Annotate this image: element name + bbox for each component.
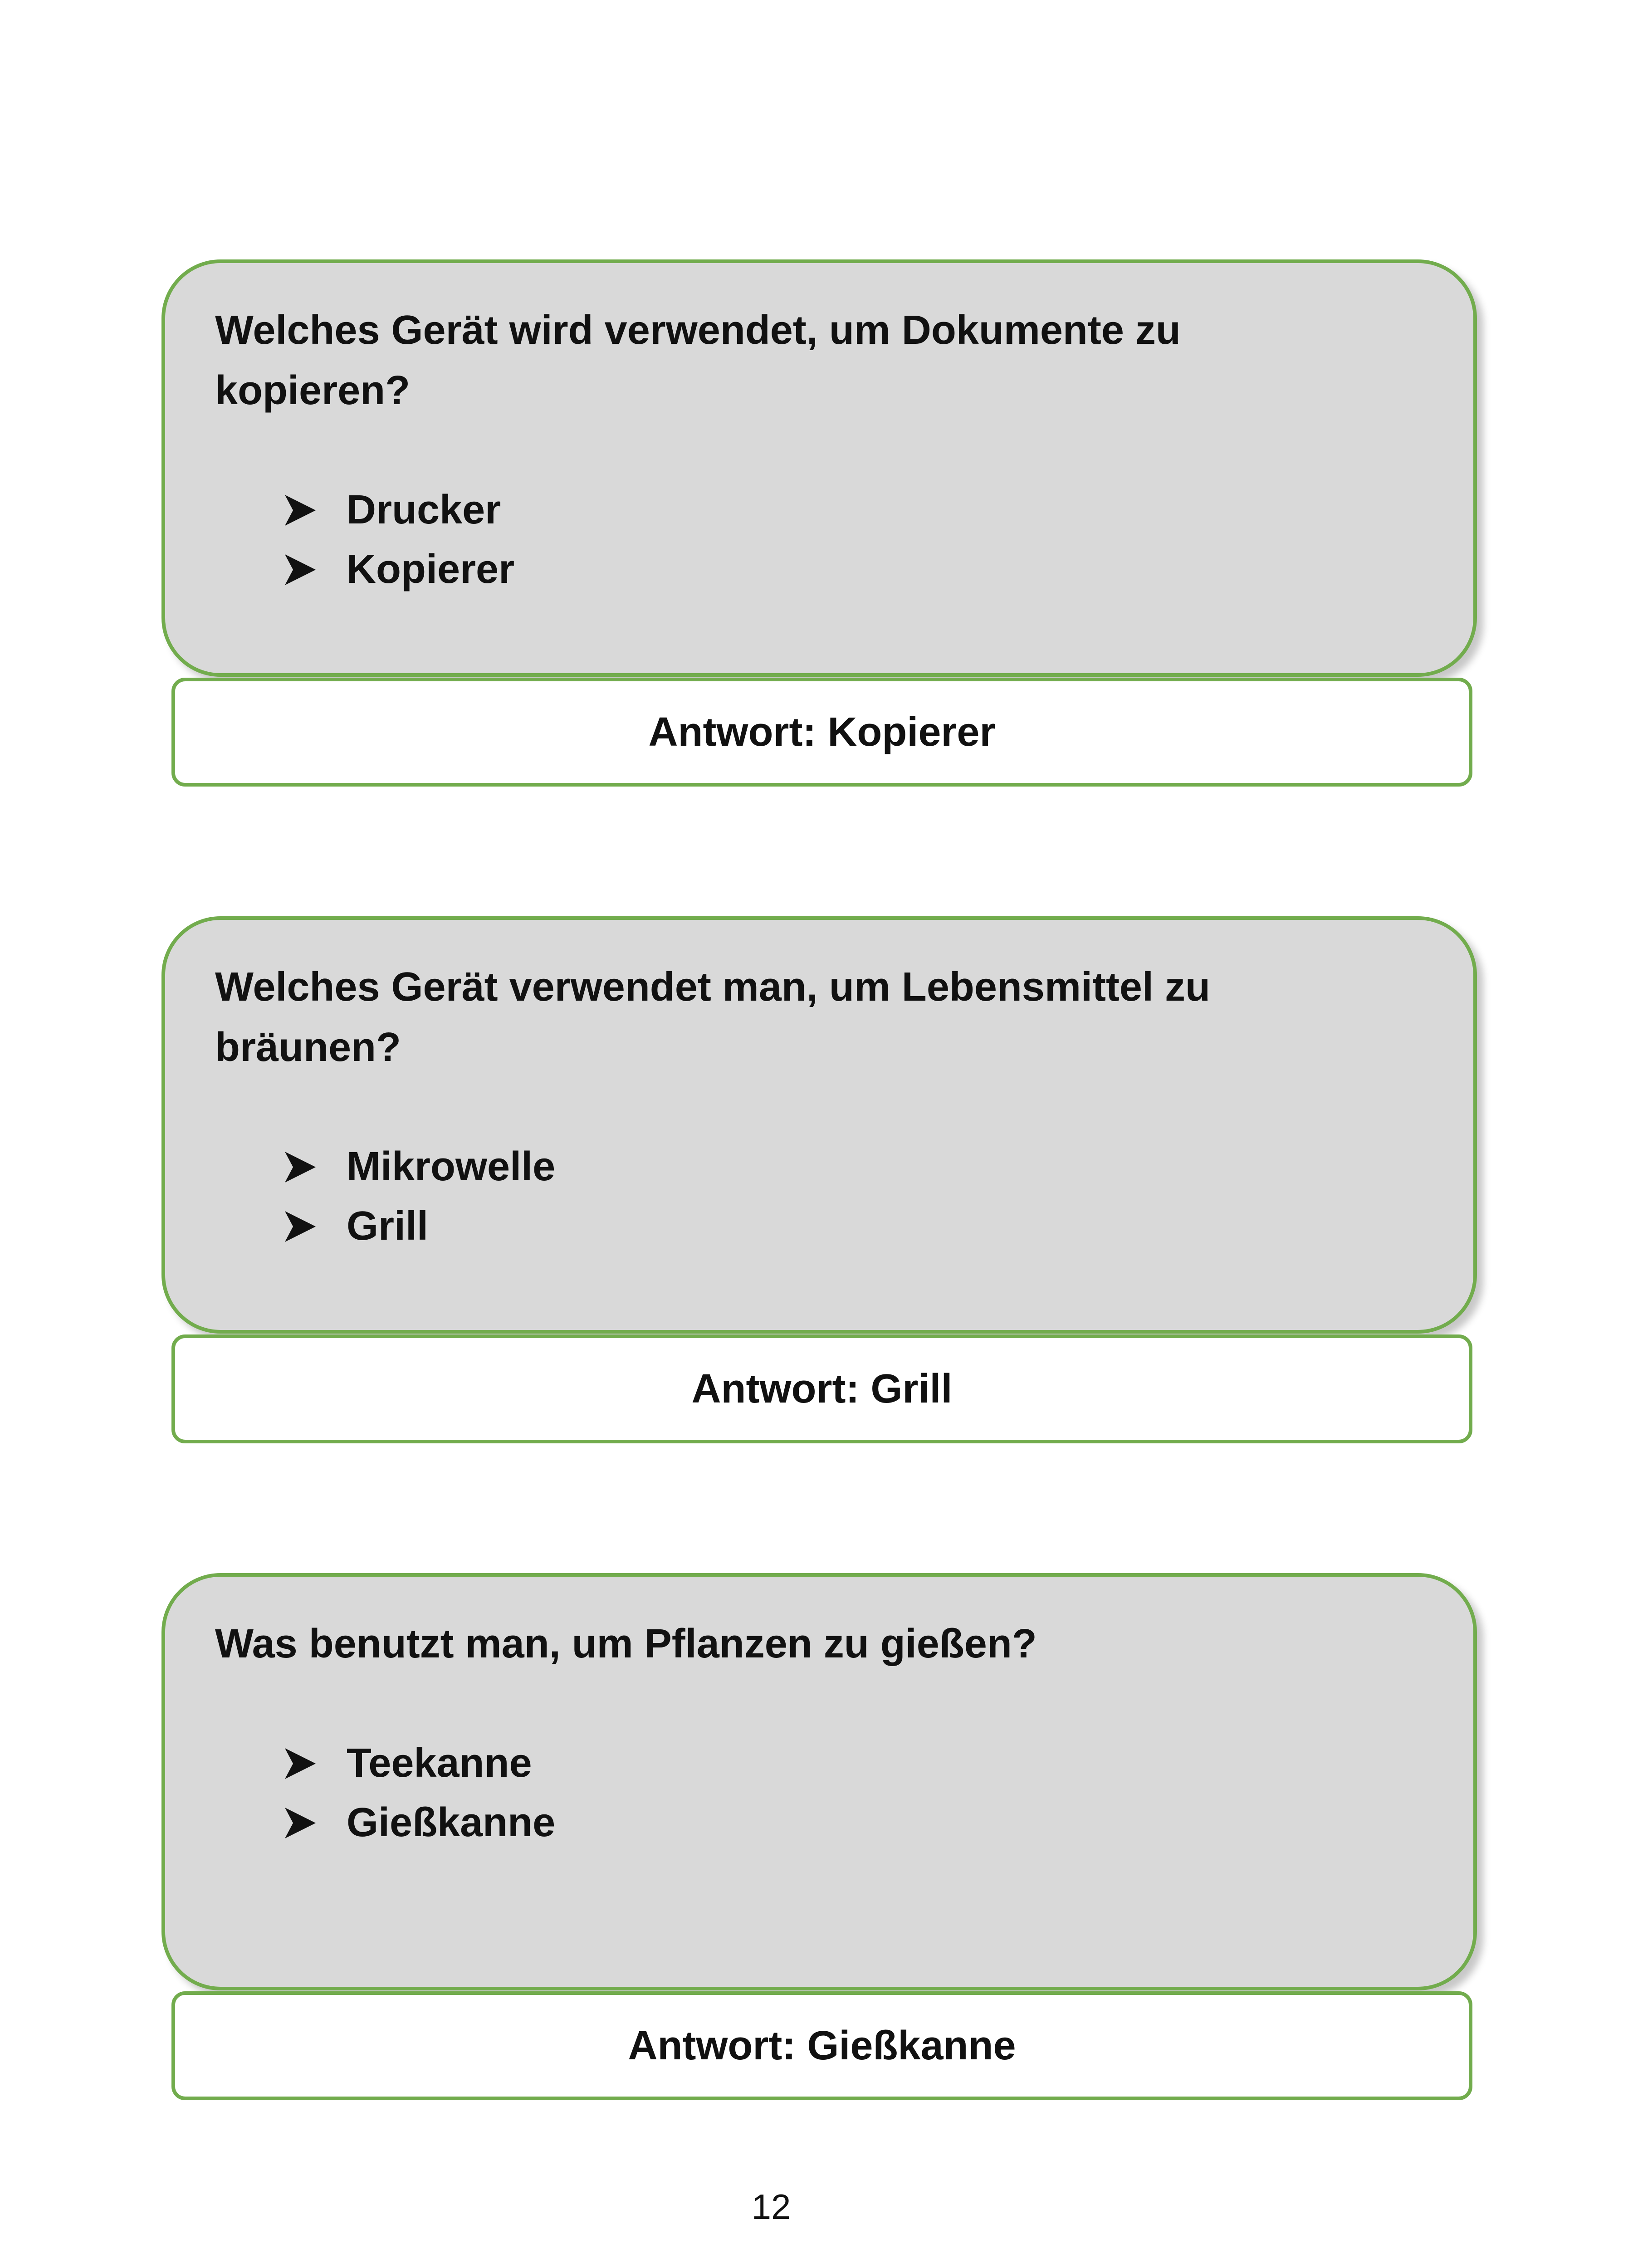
question-card-1 xyxy=(161,259,1477,677)
answer-box-2: Antwort: Grill xyxy=(171,1334,1472,1443)
arrowhead-bullet-icon xyxy=(283,1793,347,1853)
option-label: Gießkanne xyxy=(347,1800,556,1845)
option-label: Teekanne xyxy=(347,1740,532,1786)
page-number: 12 xyxy=(751,2187,791,2227)
question-card-3 xyxy=(161,1573,1477,1990)
arrowhead-bullet-icon xyxy=(283,540,347,599)
option-label: Kopierer xyxy=(347,547,515,592)
option-item xyxy=(283,1197,1423,1256)
option-item xyxy=(283,1137,1423,1197)
option-label: Mikrowelle xyxy=(347,1144,556,1189)
question-text: Was benutzt man, um Pflanzen zu gießen? xyxy=(215,1621,1037,1667)
question-text: Welches Gerät wird verwendet, um Dokumente zu kopieren? xyxy=(215,308,1181,413)
option-label: Grill xyxy=(347,1203,429,1249)
question-text: Welches Gerät verwendet man, um Lebensmittel zu bräunen? xyxy=(215,964,1210,1070)
question-card-2 xyxy=(161,916,1477,1334)
arrowhead-bullet-icon xyxy=(283,480,347,540)
answer-box-1: Antwort: Kopierer xyxy=(171,678,1472,787)
option-item xyxy=(283,540,1423,599)
option-item xyxy=(283,1793,1423,1853)
option-item xyxy=(283,480,1423,540)
arrowhead-bullet-icon xyxy=(283,1197,347,1256)
arrowhead-bullet-icon xyxy=(283,1137,347,1197)
options-list xyxy=(215,1137,1423,1256)
option-label: Drucker xyxy=(347,487,501,533)
options-list xyxy=(215,1734,1423,1853)
option-item xyxy=(283,1734,1423,1793)
options-list xyxy=(215,480,1423,599)
answer-box-3: Antwort: Gießkanne xyxy=(171,1991,1472,2100)
arrowhead-bullet-icon xyxy=(283,1734,347,1793)
